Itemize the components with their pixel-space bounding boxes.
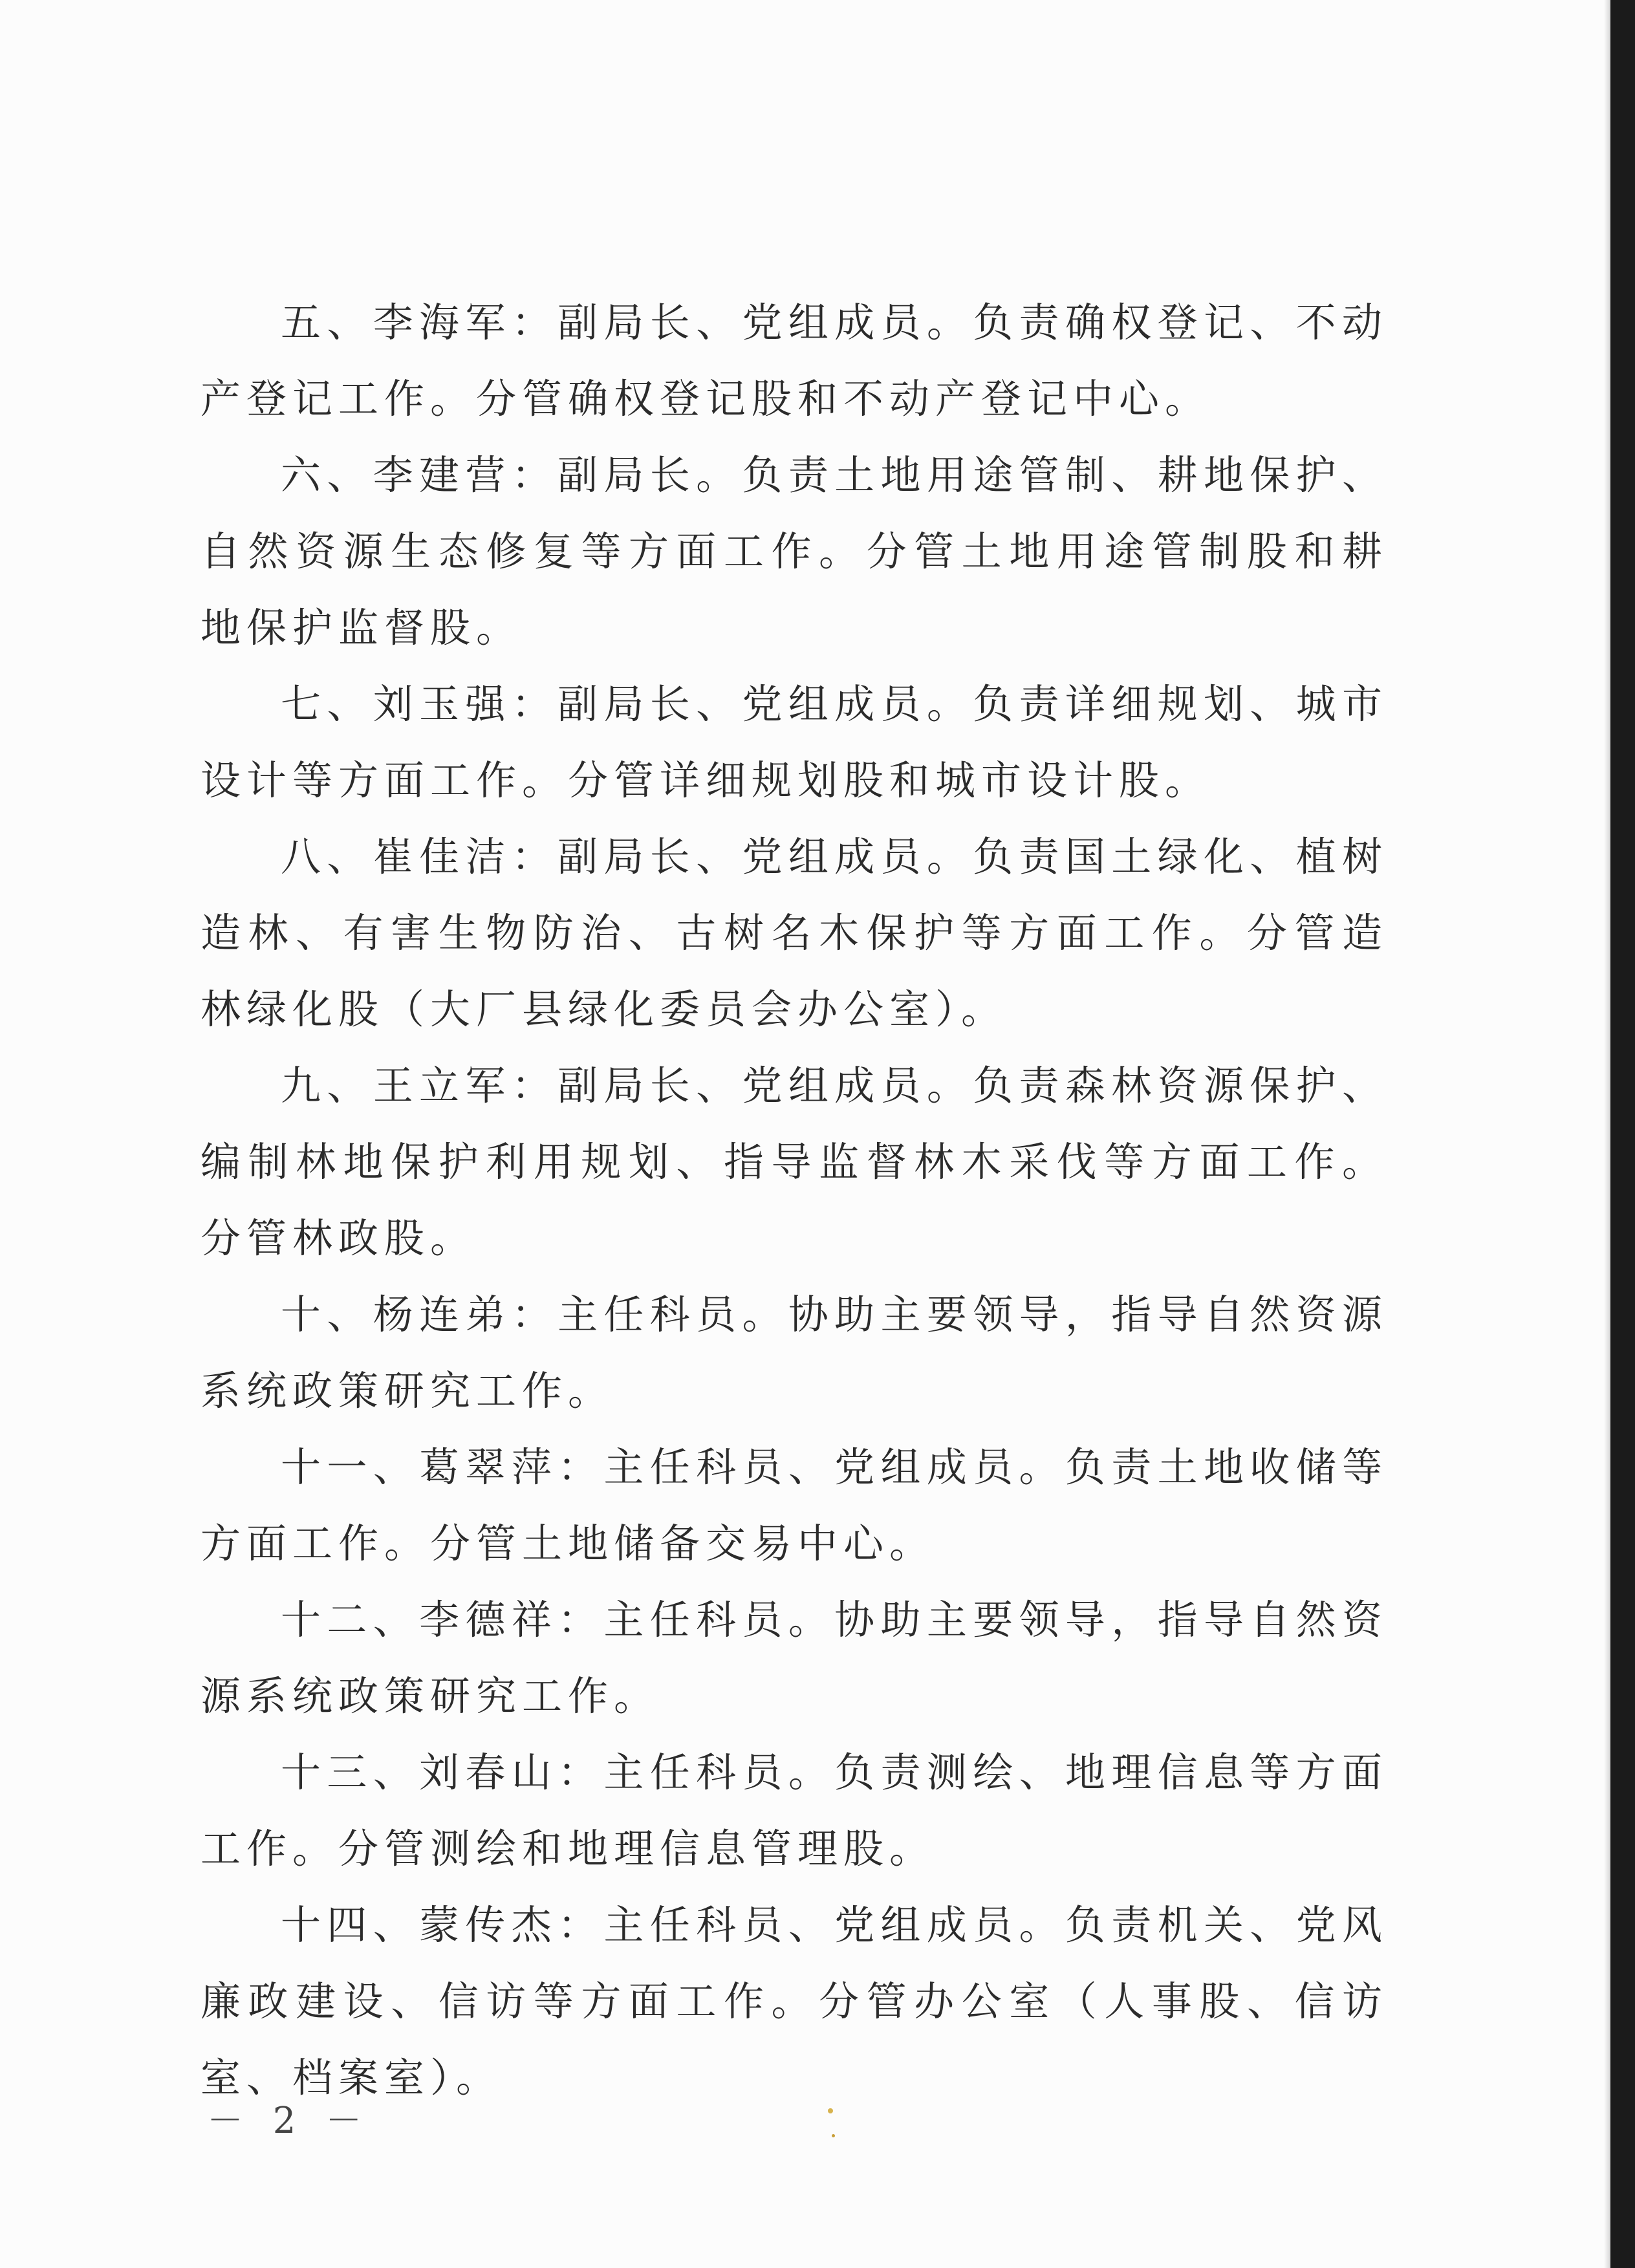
scan-edge (1610, 0, 1635, 2268)
paragraph-meng-chuanjie: 十四、蒙传杰：主任科员、党组成员。负责机关、党风廉政建设、信访等方面工作。分管办公室（人事股、信访室、档案室）。 (200, 1901, 1388, 2101)
paragraph-wang-lijun: 九、王立军：副局长、党组成员。负责森林资源保护、编制林地保护利用规划、指导监督林木采伐等方面工作。分管林政股。 (200, 1062, 1388, 1262)
scan-speck (828, 2108, 833, 2113)
scan-speck (832, 2134, 835, 2137)
paragraph-cui-jiajie: 八、崔佳洁：副局长、党组成员。负责国土绿化、植树造林、有害生物防治、古树名木保护等方面工作。分管造林绿化股（大厂县绿化委员会办公室）。 (200, 833, 1388, 1033)
paragraph-li-dexiang: 十二、李德祥：主任科员。协助主要领导，指导自然资源系统政策研究工作。 (200, 1596, 1388, 1720)
paragraph-yang-liandi: 十、杨连弟：主任科员。协助主要领导，指导自然资源系统政策研究工作。 (200, 1291, 1388, 1414)
page-number: － 2 － (207, 2100, 371, 2142)
document-body (200, 285, 1388, 2116)
paragraph-ge-cuiping: 十一、葛翠萍：主任科员、党组成员。负责土地收储等方面工作。分管土地储备交易中心。 (200, 1443, 1388, 1567)
paragraph-li-jianying: 六、李建营：副局长。负责土地用途管制、耕地保护、自然资源生态修复等方面工作。分管土地用途管制股和耕地保护监督股。 (200, 451, 1388, 651)
paragraph-liu-yuqiang: 七、刘玉强：副局长、党组成员。负责详细规划、城市设计等方面工作。分管详细规划股和城市设计股。 (200, 680, 1388, 804)
paragraph-liu-chunshan: 十三、刘春山：主任科员。负责测绘、地理信息等方面工作。分管测绘和地理信息管理股。 (200, 1749, 1388, 1872)
paragraph-li-haijun: 五、李海军：副局长、党组成员。负责确权登记、不动产登记工作。分管确权登记股和不动产登记中心。 (200, 299, 1388, 422)
scan-shadow (1604, 0, 1610, 2268)
